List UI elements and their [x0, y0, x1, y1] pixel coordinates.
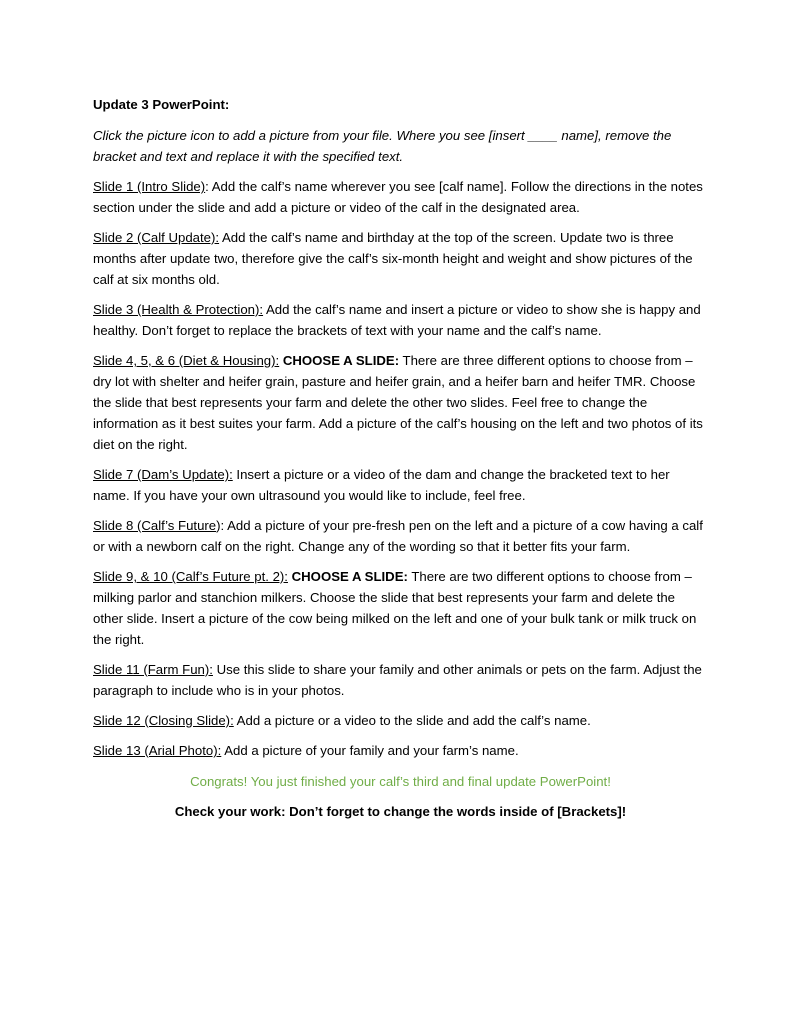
slide-label: Slide 2 (Calf Update): [93, 230, 220, 245]
slide-label: Slide 7 (Dam’s Update): [93, 467, 233, 482]
slide-12-instruction [93, 710, 708, 731]
slide-2-instruction [93, 227, 708, 290]
slide-3-instruction [93, 299, 708, 341]
instruction-text: Add a picture of your pre-fresh pen on the left and a picture of a cow having a calf or with a newborn calf on the right. Change any of the wording so that it better fits your farm. [93, 518, 703, 554]
slide-label: Slide 11 (Farm Fun): [93, 662, 213, 677]
document-page [93, 94, 708, 822]
slide-label: Slide 4, 5, & 6 (Diet & Housing): [93, 353, 280, 368]
congrats-message: Congrats! You just finished your calf’s third and final update PowerPoint! [190, 774, 611, 789]
check-work-reminder: Check your work: Don’t forget to change the words inside of [Brackets]! [174, 804, 627, 819]
document-heading: Update 3 PowerPoint: [93, 97, 230, 112]
label-separator: ): [216, 518, 225, 533]
slide-label: Slide 9, & 10 (Calf’s Future pt. 2): [93, 569, 288, 584]
slide-instructions-list [93, 176, 708, 761]
slide-label: Slide 8 (Calf’s Future [93, 518, 217, 533]
instruction-text: There are two different options to choose from – milking parlor and stanchion milkers. Choose the slide that best represents your farm and delete the other slide. Insert a picture of the cow being milked on the left and one of your bulk tank or milk truck on the right. [93, 569, 697, 647]
slide-1-instruction [93, 176, 708, 218]
instruction-text: There are three different options to choose from – dry lot with shelter and heifer grain, pasture and heifer grain, and a heifer barn and heifer TMR. Choose the slide that best represents your farm and delete the other two slides. Feel free to change the information as it best suites your farm. Add a picture of the calf’s housing on the left and two photos of its diet on the right. [93, 353, 703, 452]
slide-4-6-instruction [93, 350, 708, 455]
label-separator: : [205, 179, 209, 194]
slide-8-instruction [93, 515, 708, 557]
slide-label: Slide 1 (Intro Slide) [93, 179, 206, 194]
slide-9-10-instruction [93, 566, 708, 650]
bold-directive: CHOOSE A SLIDE: [287, 569, 408, 584]
instruction-text: Insert a picture or a video of the dam and change the bracketed text to her name. If you have your own ultrasound you would like to include, feel free. [93, 467, 670, 503]
instruction-text: Add the calf’s name and birthday at the top of the screen. Update two is three months after update two, therefore give the calf’s six-month height and weight and show pictures of the calf at six months old. [93, 230, 693, 287]
instruction-text: Add the calf’s name and insert a picture or video to show she is happy and healthy. Don’t forget to replace the brackets of text with your name and the calf’s name. [93, 302, 701, 338]
slide-label: Slide 13 (Arial Photo): [93, 743, 222, 758]
slide-11-instruction [93, 659, 708, 701]
instruction-text: Use this slide to share your family and other animals or pets on the farm. Adjust the paragraph to include who is in your photos. [93, 662, 702, 698]
slide-13-instruction [93, 740, 708, 761]
instruction-text: Add a picture or a video to the slide and add the calf’s name. [233, 713, 591, 728]
slide-7-instruction [93, 464, 708, 506]
bold-directive: CHOOSE A SLIDE: [279, 353, 400, 368]
slide-label: Slide 3 (Health & Protection): [93, 302, 264, 317]
intro-instructions: Click the picture icon to add a picture from your file. Where you see [insert ____ name], remove the bracket and text and replace it with the specified text. [93, 128, 672, 164]
instruction-text: Add a picture of your family and your farm’s name. [221, 743, 519, 758]
slide-label: Slide 12 (Closing Slide): [93, 713, 234, 728]
instruction-text: Add the calf’s name wherever you see [calf name]. Follow the directions in the notes section under the slide and add a picture or video of the calf in the designated area. [93, 179, 703, 215]
